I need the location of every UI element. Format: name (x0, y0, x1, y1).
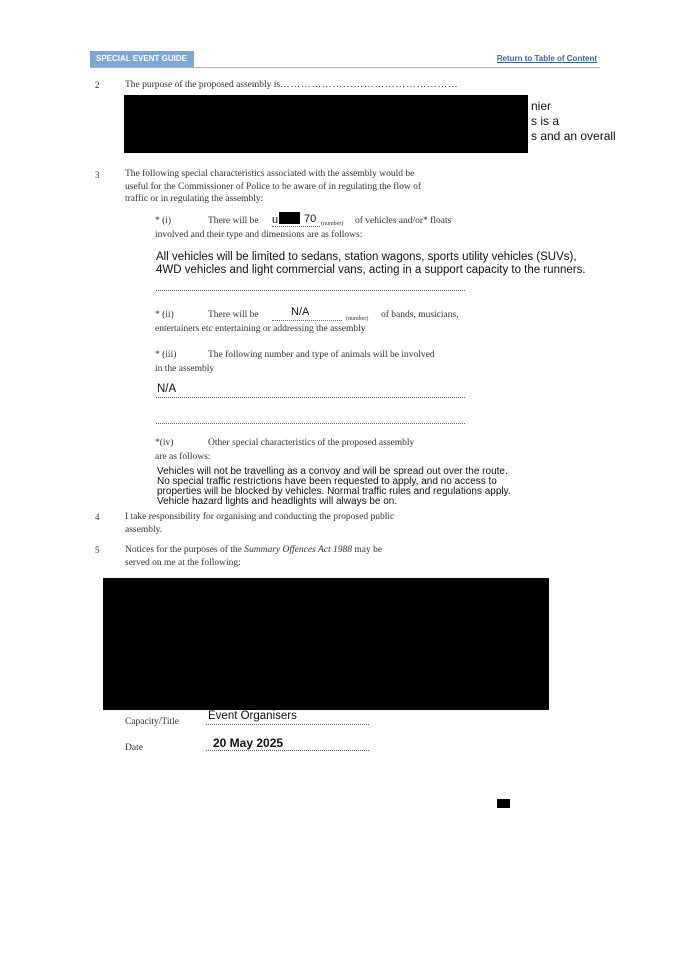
item-3-i-value-line (272, 226, 320, 227)
item-3-iii-value: N/A (157, 383, 177, 395)
item-4-line-2: assembly. (125, 524, 163, 535)
header-divider (90, 67, 600, 68)
item-3-ii-line2: entertainers etc entertaining or addressing the assembly (155, 324, 366, 334)
item-3-i-number-label: (number) (321, 221, 344, 227)
item-5-text (125, 544, 525, 569)
item-2-prompt-text: The purpose of the proposed assembly is (125, 80, 281, 90)
item-3-i-text-after: of vehicles and/or* floats (355, 216, 452, 226)
section-tab: SPECIAL EVENT GUIDE (90, 51, 194, 67)
item-3-i-answer-line-2: 4WD vehicles and light commercial vans, acting in a support capacity to the runners. (156, 264, 586, 276)
item-3-iii-blank-line (156, 423, 465, 424)
item-4-text (125, 511, 525, 536)
item-3-prompt-line-2: useful for the Commissioner of Police to be aware of in regulating the flow of (125, 181, 422, 192)
date-value: 20 May 2025 (213, 736, 284, 750)
item-5-number: 5 (95, 545, 100, 555)
item-3-iv-answer (157, 467, 557, 507)
item-3-iv-line2: are as follows: (155, 452, 211, 462)
item-3-number: 3 (95, 170, 100, 180)
item-5-line-1 (125, 544, 525, 557)
item-3-iv-answer-line-1: Vehicles will not be travelling as a convoy and will be spread out over the route. (157, 466, 508, 477)
item-3-iii-marker: * (iii) (155, 350, 177, 360)
redaction-block-purpose (124, 95, 528, 153)
capacity-title-label: Capacity/Title (125, 717, 180, 727)
item-5-line-1-after: may be (351, 545, 383, 555)
item-3-i-line2: involved and their type and dimensions are as follows: (155, 230, 363, 240)
item-2-prompt: The purpose of the proposed assembly is…………………………………………… (125, 80, 459, 90)
item-3-i-marker: * (i) (155, 216, 172, 226)
item-3-ii-text-after: of bands, musicians, (381, 310, 459, 320)
item-4-line-1: I take responsibility for organising and conducting the proposed public (125, 512, 395, 522)
redaction-mark-small (497, 799, 510, 808)
capacity-title-value: Event Organisers (208, 710, 297, 722)
redaction-vehicle-count (279, 212, 300, 224)
date-line (206, 750, 369, 751)
item-3-iii-answer-line (156, 397, 465, 398)
item-3-prompt (125, 168, 525, 206)
capacity-title-line (206, 724, 369, 725)
item-3-iv-answer-line-3: properties will be blocked by vehicles. Normal traffic rules and regulations apply. (157, 486, 511, 497)
item-3-iv-text: Other special characteristics of the proposed assembly (208, 438, 415, 448)
item-3-i-blank-line (156, 290, 465, 291)
item-3-ii-number-label: (number) (346, 316, 369, 322)
item-3-iii-line2: in the assembly (155, 364, 215, 374)
item-3-i-value-prefix: u (272, 214, 279, 226)
item-3-i-text-before: There will be (208, 216, 259, 226)
item-5-line-2: served on me at the following: (125, 557, 241, 568)
item-3-ii-text-before: There will be (208, 310, 259, 320)
purpose-fragment-2: s is a (531, 114, 560, 128)
item-3-iv-answer-line-4: Vehicle hazard lights and headlights will always be on. (157, 496, 398, 507)
item-3-i-answer (156, 251, 636, 277)
date-label: Date (125, 743, 143, 753)
item-3-iii-text: The following number and type of animals will be involved (208, 350, 435, 360)
item-3-i-value: 70 (304, 213, 317, 225)
item-3-iv-answer-line-2: No special traffic restrictions have been requested to apply, and no access to (157, 476, 497, 487)
item-3-iv-marker: *(iv) (155, 438, 174, 448)
item-3-ii-marker: * (ii) (155, 310, 174, 320)
purpose-fragment-1: nier (531, 99, 552, 113)
item-3-i-answer-line-1: All vehicles will be limited to sedans, station wagons, sports utility vehicles (SUVs), (156, 251, 577, 263)
item-3-ii-value-line (272, 320, 342, 321)
item-5-line-1-before: Notices for the purposes of the (125, 545, 245, 555)
summary-offences-act-title: Summary Offences Act 1988 (244, 545, 352, 555)
item-3-prompt-line-3: traffic or in regulating the assembly: (125, 194, 264, 204)
item-2-number: 2 (95, 80, 100, 90)
item-3-prompt-line-1: The following special characteristics associated with the assembly would be (125, 169, 415, 179)
purpose-fragment-3: s and an overall (531, 129, 616, 143)
item-4-number: 4 (95, 512, 100, 522)
redaction-block-address (103, 578, 549, 710)
return-to-toc-link[interactable]: Return to Table of Content (496, 54, 597, 63)
item-3-ii-value: N/A (291, 306, 310, 318)
